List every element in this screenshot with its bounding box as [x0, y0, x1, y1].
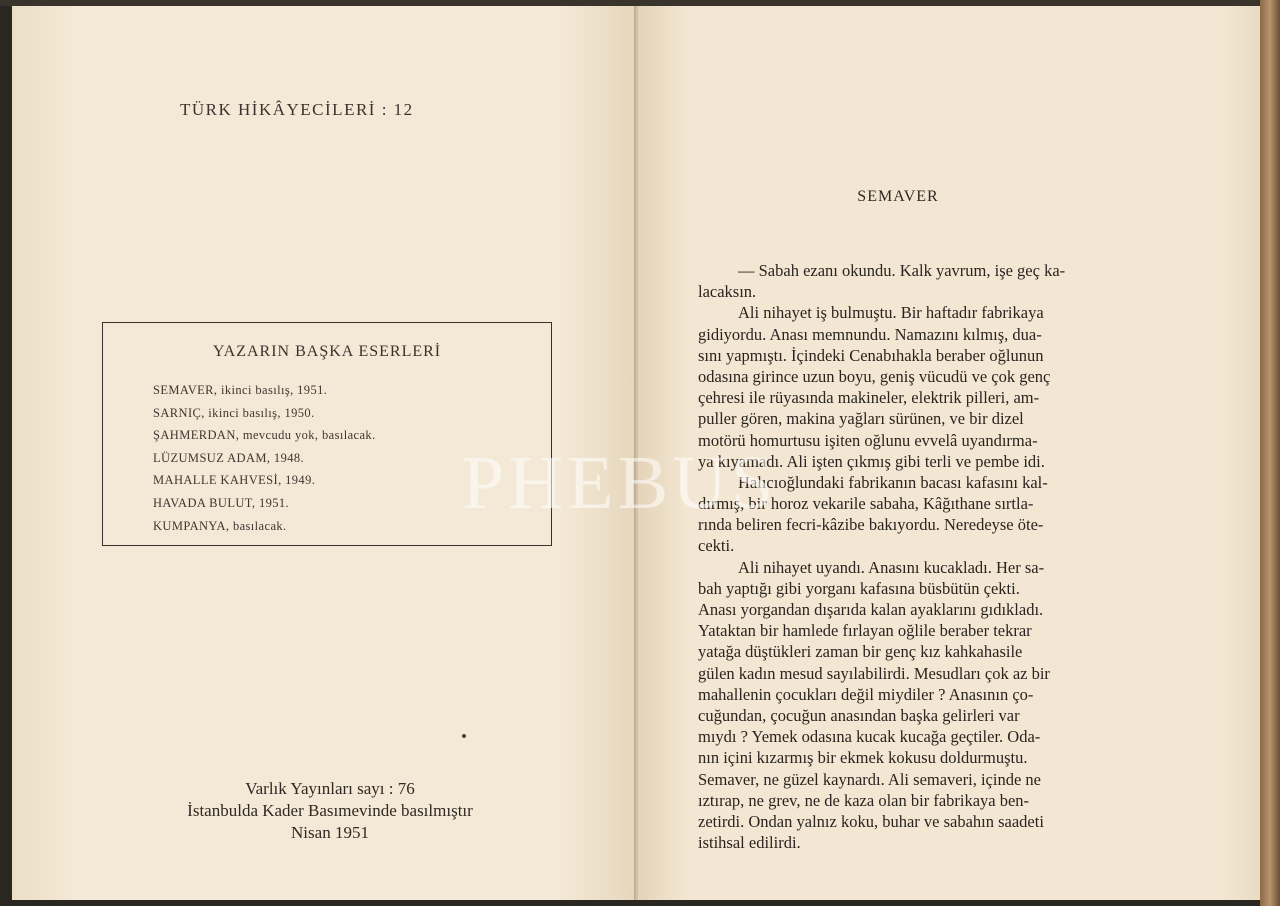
other-works-heading: YAZARIN BAŞKA ESERLERİ [212, 343, 442, 360]
text-line: puller gören, makina yağları sürünen, ve bir dizel [698, 409, 1024, 429]
work-item: LÜZUMSUZ ADAM, 1948. [153, 450, 305, 465]
work-item: ŞAHMERDAN, mevcudu yok, basılacak. [153, 428, 376, 443]
text-line: ya kıyamadı. Ali işten çıkmış gibi terli ve pembe idi. [698, 451, 1045, 471]
story-text [698, 260, 1198, 853]
text-line: Yataktan bir hamlede fırlayan oğlile beraber tekrar [698, 621, 1032, 641]
watermark: PHEBUS [462, 441, 778, 525]
text-line: bah yaptığı gibi yorganı kafasına büsbütün çekti. [698, 578, 1020, 598]
text-line: lacaksın. [698, 282, 757, 302]
text-line: cuğundan, çocuğun anasından başka gelirleri var [698, 705, 1020, 725]
text-line: rında beliren fecri-kâzibe bakıyordu. Neredeyse öte- [698, 515, 1044, 535]
work-item: KUMPANYA, basılacak. [153, 518, 287, 533]
imprint-line: İstanbulda Kader Basımevinde basılmıştır [187, 801, 473, 820]
story-title: SEMAVER [857, 188, 939, 205]
imprint-line: Varlık Yayınları sayı : 76 [245, 779, 415, 798]
text-line: Halıcıoğlundaki fabrikanın bacası kafasını kal- [738, 472, 1048, 492]
text-line: mıydı ? Yemek odasına kucak kucağa geçtiler. Oda- [698, 727, 1041, 747]
text-line: çehresi ile rüyasında makineler, elektrik pilleri, am- [698, 388, 1040, 408]
text-line: Ali nihayet uyandı. Anasını kucakladı. Her sa- [738, 557, 1045, 577]
work-item: HAVADA BULUT, 1951. [153, 495, 290, 510]
text-line: Ali nihayet iş bulmuştu. Bir haftadır fabrikaya [738, 303, 1044, 323]
text-line: gülen kadın mesud sayılabilirdi. Mesudları çok az bir [698, 663, 1050, 683]
other-works-box [102, 322, 552, 546]
other-works-list [153, 379, 376, 537]
text-line: motörü homurtusu işiten oğlunu evvelâ uyandırma- [698, 430, 1038, 450]
book-cover-edge [1260, 0, 1280, 906]
work-item: SEMAVER, ikinci basılış, 1951. [153, 383, 328, 397]
text-line: cekti. [698, 536, 735, 556]
text-line: gidiyordu. Anası memnundu. Namazını kılmış, dua- [698, 324, 1042, 344]
text-line: sını yapmıştı. İçindeki Cenabıhakla beraber oğlunun [698, 345, 1044, 365]
text-line: Anası yorgandan dışarıda kalan ayaklarını gıdıkladı. [698, 600, 1044, 619]
text-line: mahallenin çocukları değil miydiler ? Anasının ço- [698, 684, 1034, 704]
work-item: SARNIÇ, ikinci basılış, 1950. [153, 405, 315, 420]
text-line: yatağa düştükleri zaman bir genç kız kahkahasile [698, 642, 1023, 662]
text-line: nın içini kızarmış bir ekmek kokusu doldurmuştu. [698, 748, 1028, 768]
ink-speck [462, 734, 466, 738]
text-line: odasına girince uzun boyu, geniş vücudü ve çok genç [698, 366, 1051, 386]
text-line: — Sabah ezanı okundu. Kalk yavrum, işe geç ka- [738, 261, 1066, 280]
text-line: ıztırap, ne grev, ne de kaza olan bir fabrikaya ben- [698, 790, 1030, 810]
series-title: TÜRK HİKÂYECİLERİ : 12 [180, 100, 414, 119]
text-line: zetirdi. Ondan yalnız koku, buhar ve sabahın saadeti [698, 811, 1044, 831]
text-line: istihsal edilirdi. [698, 833, 801, 853]
text-line: Semaver, ne güzel kaynardı. Ali semaveri, içinde ne [698, 769, 1041, 789]
imprint-block [100, 778, 560, 844]
imprint-line: Nisan 1951 [291, 823, 369, 842]
text-line: dırmış, bir horoz vekarile sabaha, Kâğıthane sırtla- [698, 494, 1034, 514]
work-item: MAHALLE KAHVESİ, 1949. [153, 473, 316, 488]
